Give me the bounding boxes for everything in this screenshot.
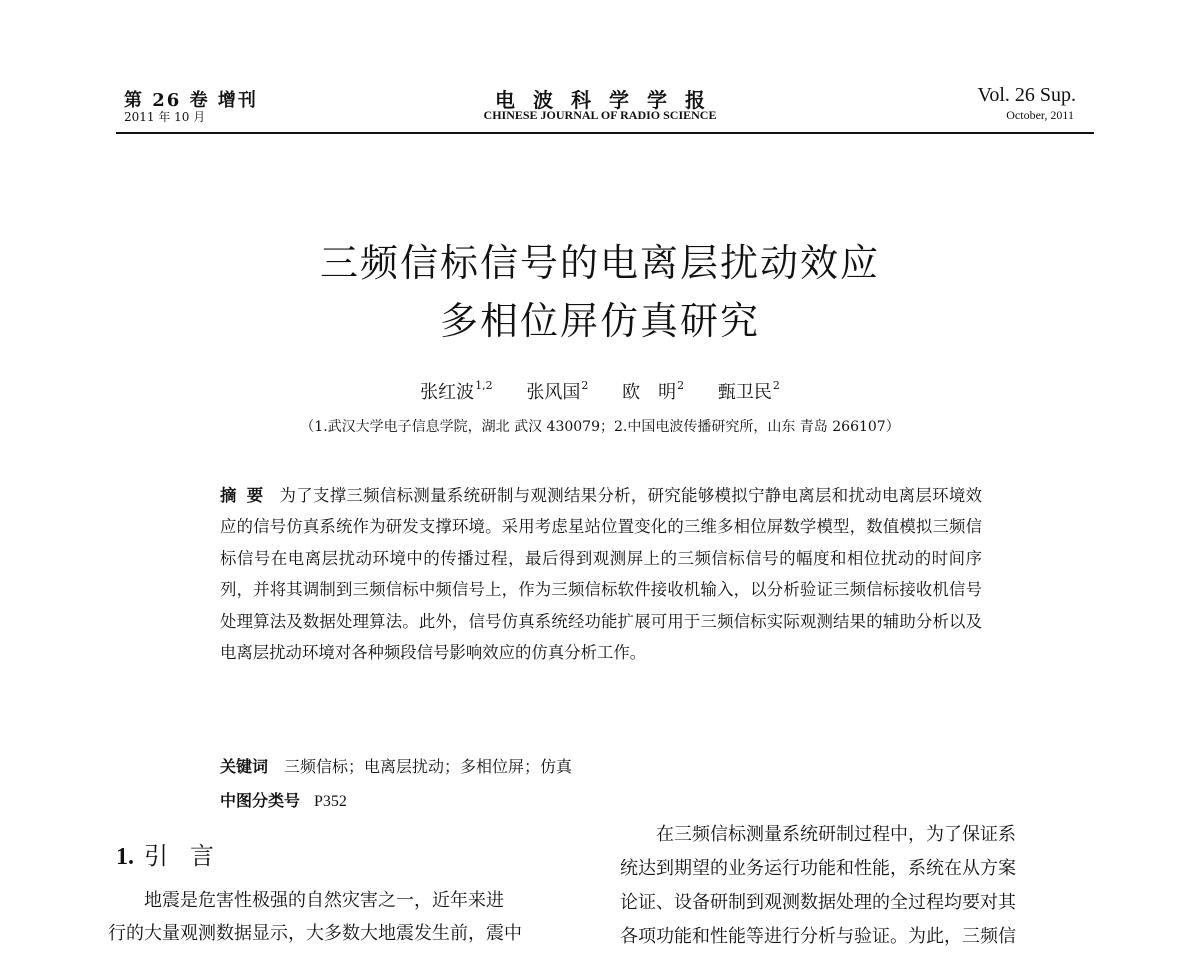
journal-name-cn: 电波科学学报 — [495, 88, 723, 112]
paragraph-line: 地震是危害性极强的自然灾害之一，近年来进 — [144, 890, 504, 911]
journal-date: 2011 年 10 月 — [124, 110, 206, 124]
abstract-text: 为了支撑三频信标测量系统研制与观测结果分析，研究能够模拟宁静电离层和扰动电离层环境效应的信号仿真系统作为研发支撑环境。采用考虑星站位置变化的三维多相位屏数学模型，数值模拟三频信标信号在电离层扰动环境中的传播过程，最后得到观测屏上的三频信标信号的幅度和相位扰动的时间序列，并将其调制到三频信标中频信号上，作为三频信标软件接收机输入，以分析验证三频信标接收机信号处理算法及数据处理算法。此外，信号仿真系统经功能扩展可用于三频信标实际观测结果的辅助分析以及电离层扰动环境对各种频段信号影响效应的仿真分析工作。 — [220, 486, 983, 663]
author: 张风国$^2$ — [526, 379, 589, 403]
section-number: 1. — [116, 844, 134, 870]
paragraph-line: 各项功能和性能等进行分析与验证。为此，三频信 — [620, 926, 1016, 947]
right-column-text — [620, 818, 1094, 954]
classification-code — [220, 788, 347, 811]
paragraph-line: 在三频信标测量系统研制过程中，为了保证系 — [656, 824, 1016, 845]
author-list — [0, 378, 1200, 404]
paragraph-line: 统达到期望的业务运行功能和性能，系统在从方案 — [620, 858, 1016, 879]
keywords — [220, 754, 572, 777]
journal-volume: 第 26 卷 增刊 — [124, 90, 258, 111]
affiliations: （1.武汉大学电子信息学院，湖北 武汉 430079；2.中国电波传播研究所，山东 青岛 266107） — [300, 419, 900, 435]
paragraph-line: 论证、设备研制到观测数据处理的全过程均要对其 — [620, 892, 1016, 913]
author: 张红波$^{1,2}$ — [420, 379, 493, 403]
author: 甄卫民$^2$ — [717, 379, 780, 403]
author: 欧 明$^2$ — [622, 379, 685, 403]
keywords-text: 三频信标；电离层扰动；多相位屏；仿真 — [284, 757, 573, 776]
clc-value: P352 — [314, 793, 347, 810]
abstract — [220, 480, 982, 668]
paper-title-line-2: 多相位屏仿真研究 — [439, 299, 760, 343]
journal-name-en: CHINESE JOURNAL OF RADIO SCIENCE — [483, 108, 717, 122]
abstract-label: 摘要 — [220, 486, 274, 505]
clc-label: 中图分类号 — [220, 791, 301, 810]
paper-title-line-1: 三频信标信号的电离层扰动效应 — [319, 241, 880, 285]
journal-volume-en: Vol. 26 Sup. — [977, 84, 1076, 106]
journal-date-en: October, 2011 — [1006, 108, 1074, 122]
paragraph-line: 行的大量观测数据显示，大多数大地震发生前，震中 — [108, 923, 522, 944]
section-title: 引言 — [144, 842, 236, 870]
keywords-label: 关键词 — [220, 757, 269, 776]
section-heading — [116, 836, 236, 871]
header-rule — [116, 132, 1094, 134]
left-column-text — [108, 884, 584, 950]
